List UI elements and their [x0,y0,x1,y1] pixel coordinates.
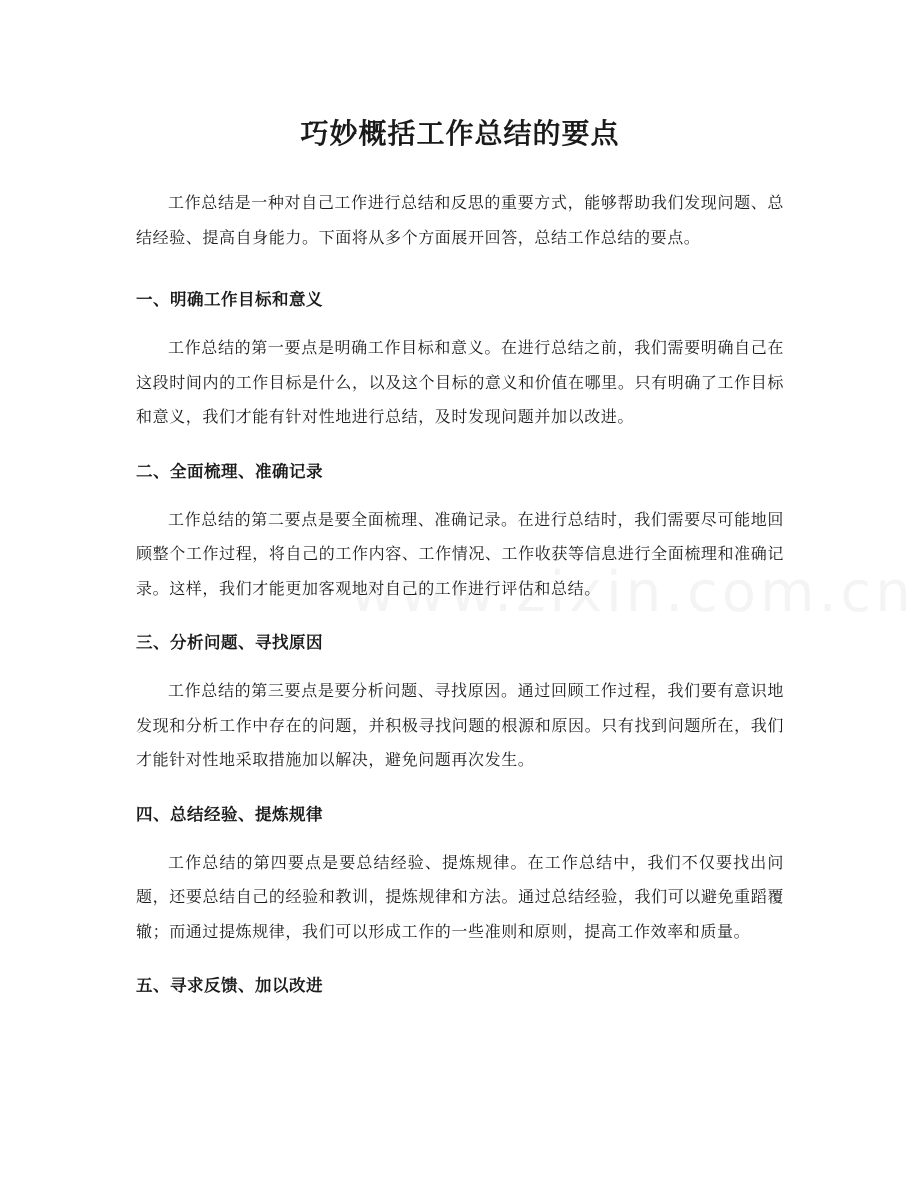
section-1-body: 工作总结的第一要点是明确工作目标和意义。在进行总结之前，我们需要明确自己在这段时间内的工作目标是什么，以及这个目标的意义和价值在哪里。只有明确了工作目标和意义，我们才能有针对性地进行总结，及时发现问题并加以改进。 [136,338,784,426]
section-5-heading: 五、寻求反馈、加以改进 [136,976,323,995]
section-3-body: 工作总结的第三要点是要分析问题、寻找原因。通过回顾工作过程，我们要有意识地发现和分析工作中存在的问题，并积极寻找问题的根源和原因。只有找到问题所在，我们才能针对性地采取措施加以解决，避免问题再次发生。 [136,681,784,769]
page-title: 巧妙概括工作总结的要点 [300,117,620,150]
intro-paragraph: 工作总结是一种对自己工作进行总结和反思的重要方式，能够帮助我们发现问题、总结经验、提高自身能力。下面将从多个方面展开回答，总结工作总结的要点。 [136,193,784,247]
section-2-heading: 二、全面梳理、准确记录 [136,461,323,481]
section-4-heading: 四、总结经验、提炼规律 [136,804,323,824]
document-content [136,108,784,1003]
section-1-heading: 一、明确工作目标和意义 [136,290,323,309]
section-3-heading: 三、分析问题、寻找原因 [136,633,323,652]
section-2-body: 工作总结的第二要点是要全面梳理、准确记录。在进行总结时，我们需要尽可能地回顾整个工作过程，将自己的工作内容、工作情况、工作收获等信息进行全面梳理和准确记录。这样，我们才能更加客观地对自己的工作进行评估和总结。 [136,509,784,598]
section-4-body: 工作总结的第四要点是要总结经验、提炼规律。在工作总结中，我们不仅要找出问题，还要总结自己的经验和教训，提炼规律和方法。通过总结经验，我们可以避免重蹈覆辙；而通过提炼规律，我们可以形成工作的一些准则和原则，提高工作效率和质量。 [136,852,784,941]
